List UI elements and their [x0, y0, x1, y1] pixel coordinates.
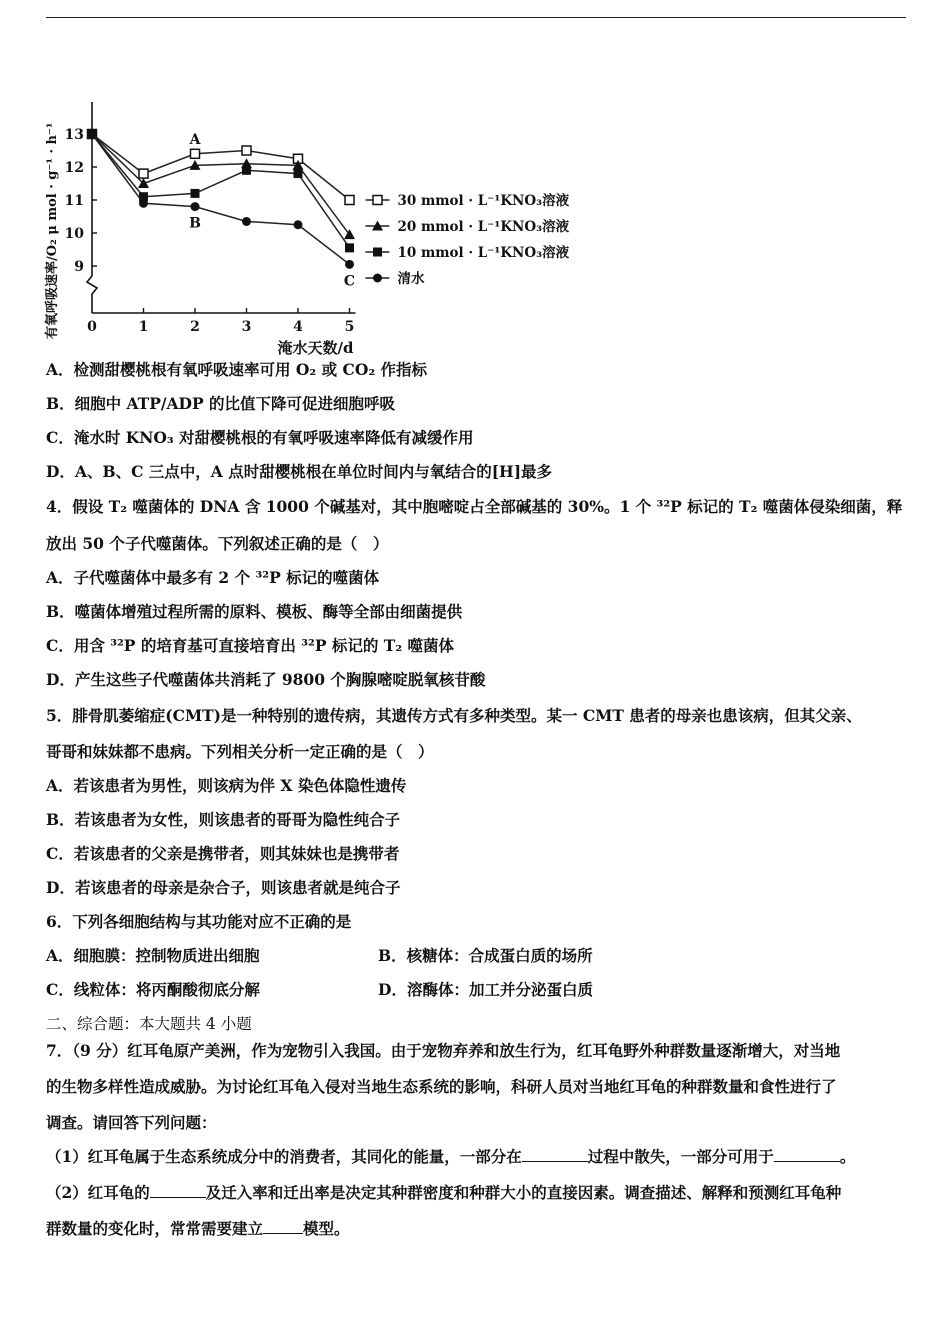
answer-blank[interactable]	[150, 1183, 206, 1198]
q5-option-d: D．若该患者的母亲是杂合子，则该患者就是纯合子	[46, 878, 401, 897]
q4-stem-1: 4．假设 T₂ 噬菌体的 DNA 含 1000 个碱基对，其中胞嘧啶占全部碱基的 30%。1 个 ³²P 标记的 T₂ 噬菌体侵染细菌，释	[46, 497, 903, 516]
legend-marker	[373, 274, 382, 283]
point-annotation: B	[189, 215, 201, 232]
data-point	[88, 130, 97, 139]
q6-stem: 6．下列各细胞结构与其功能对应不正确的是	[46, 912, 352, 931]
q5-stem-1: 5．腓骨肌萎缩症(CMT)是一种特别的遗传病，其遗传方式有多种类型。某一 CMT 患者的母亲也患该病，但其父亲、	[46, 706, 862, 725]
q4-stem-2: 放出 50 个子代噬菌体。下列叙述正确的是（ ）	[46, 534, 389, 553]
q4-option-a: A．子代噬菌体中最多有 2 个 ³²P 标记的噬菌体	[46, 568, 380, 587]
q4-option-c: C．用含 ³²P 的培育基可直接培育出 ³²P 标记的 T₂ 噬菌体	[46, 636, 455, 655]
data-point	[345, 243, 354, 252]
q6-option-a: A．细胞膜：控制物质进出细胞	[46, 946, 260, 965]
y-tick-label: 9	[74, 259, 84, 275]
x-axis-label: 淹水天数/d	[277, 339, 354, 356]
y-tick-label: 13	[64, 127, 84, 143]
data-point	[345, 196, 354, 205]
q7-stem-2: 的生物多样性造成威胁。为讨论红耳龟入侵对当地生态系统的影响，科研人员对当地红耳龟的种群数量和食性进行了	[46, 1077, 837, 1096]
series-line	[92, 131, 350, 200]
series-line	[92, 131, 350, 248]
data-point	[294, 220, 303, 229]
legend-label: 清水	[397, 271, 425, 287]
q7-part3: 群数量的变化时，常常需要建立 模型。	[46, 1219, 350, 1238]
x-tick-label: 1	[138, 319, 149, 335]
q7-stem-3: 调查。请回答下列问题：	[46, 1113, 217, 1132]
y-tick-label: 11	[64, 193, 84, 209]
section-heading: 二、综合题：本大题共 4 小题	[46, 1015, 252, 1033]
x-tick-label: 3	[241, 319, 252, 335]
data-point	[139, 199, 148, 208]
data-point	[294, 169, 303, 178]
q3-option-b: B．细胞中 ATP/ADP 的比值下降可促进细胞呼吸	[46, 394, 396, 413]
q4-option-b: B．噬菌体增殖过程所需的原料、模板、酶等全部由细菌提供	[46, 602, 463, 621]
answer-blank[interactable]	[774, 1147, 840, 1162]
legend-marker	[373, 196, 382, 205]
data-point	[191, 202, 200, 211]
y-tick-label: 10	[64, 226, 84, 242]
series-line	[92, 131, 350, 235]
data-point	[191, 149, 200, 158]
x-tick-label: 4	[293, 319, 303, 335]
answer-blank[interactable]	[522, 1147, 588, 1162]
q3-option-d: D．A、B、C 三点中，A 点时甜樱桃根在单位时间内与氧结合的[H]最多	[46, 462, 553, 481]
point-annotation: C	[343, 273, 356, 290]
respiration-rate-chart	[40, 96, 580, 356]
q5-option-c: C．若该患者的父亲是携带者，则其妹妹也是携带者	[46, 844, 400, 863]
legend-marker	[373, 248, 382, 257]
x-tick-label: 5	[344, 319, 355, 335]
q3-option-a: A．检测甜樱桃根有氧呼吸速率可用 O₂ 或 CO₂ 作指标	[46, 360, 428, 379]
point-annotation: A	[189, 131, 201, 148]
data-point	[242, 166, 251, 175]
x-tick-label: 0	[87, 319, 97, 335]
legend-label: 30 mmol · L⁻¹KNO₃溶液	[397, 193, 570, 209]
q7-part2: （2）红耳龟的 及迁入率和迁出率是决定其种群密度和种群大小的直接因素。调查描述、解释和预测红耳龟种	[46, 1183, 842, 1202]
q6-option-c: C．线粒体：将丙酮酸彻底分解	[46, 980, 260, 999]
series-line	[92, 131, 350, 264]
y-tick-label: 12	[64, 160, 84, 176]
q5-stem-2: 哥哥和妹妹都不患病。下列相关分析一定正确的是（ ）	[46, 742, 434, 761]
q5-option-b: B．若该患者为女性，则该患者的哥哥为隐性纯合子	[46, 810, 401, 829]
answer-blank[interactable]	[263, 1219, 303, 1234]
q6-option-b: B．核糖体：合成蛋白质的场所	[378, 946, 593, 965]
q5-option-a: A．若该患者为男性，则该病为伴 X 染色体隐性遗传	[46, 776, 407, 795]
legend-label: 20 mmol · L⁻¹KNO₃溶液	[397, 219, 570, 235]
q4-option-d: D．产生这些子代噬菌体共消耗了 9800 个胸腺嘧啶脱氧核苷酸	[46, 670, 486, 689]
data-point	[242, 146, 251, 155]
q3-option-c: C．淹水时 KNO₃ 对甜樱桃根的有氧呼吸速率降低有减缓作用	[46, 428, 474, 447]
data-point	[242, 217, 251, 226]
legend-label: 10 mmol · L⁻¹KNO₃溶液	[397, 245, 570, 261]
data-point	[191, 189, 200, 198]
header-rule	[46, 17, 906, 18]
q7-part1: （1）红耳龟属于生态系统成分中的消费者，其同化的能量，一部分在 过程中散失，一部分可用于 。	[46, 1147, 856, 1166]
data-point	[345, 260, 354, 269]
y-axis-label: 有氧呼吸速率/O₂ μ mol · g⁻¹ · h⁻¹	[45, 122, 60, 339]
data-point	[139, 169, 148, 178]
q7-stem-1: 7．（9 分）红耳龟原产美洲，作为宠物引入我国。由于宠物弃养和放生行为，红耳龟野外种群数量逐渐增大，对当地	[46, 1041, 841, 1060]
x-tick-label: 2	[190, 319, 200, 335]
y-axis-break	[87, 276, 97, 313]
q6-option-d: D．溶酶体：加工并分泌蛋白质	[378, 980, 593, 999]
